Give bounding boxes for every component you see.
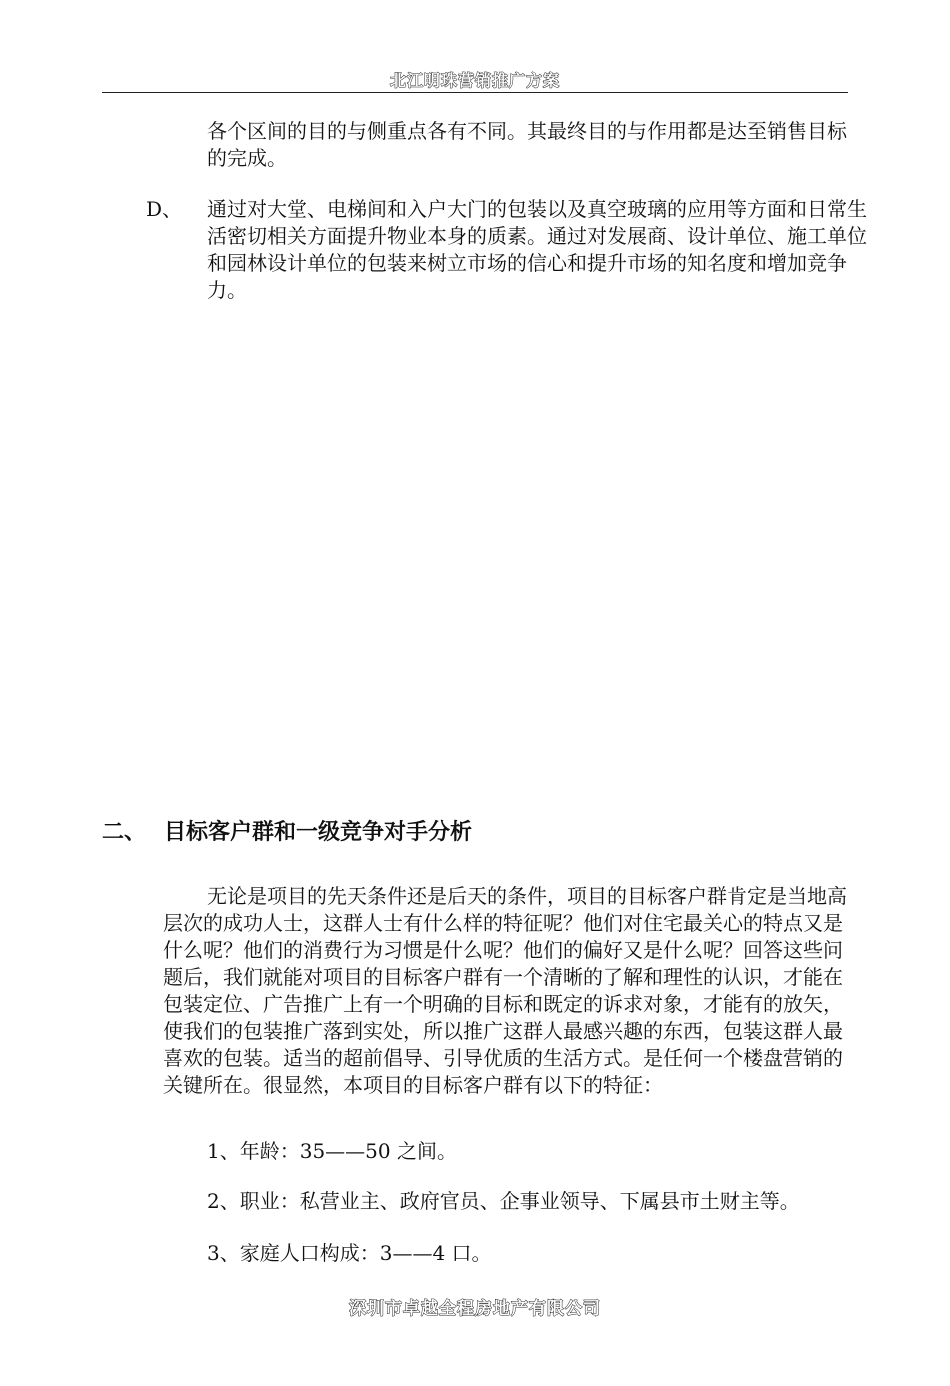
- item-d-paragraph: 通过对大堂、电梯间和入户大门的包装以及真空玻璃的应用等方面和日常生活密切相关方面提升物业本身的质素。通过对发展商、设计单位、施工单位和园林设计单位的包装来树立市场的信心和提升市场的知名度和增加竞争力。: [207, 197, 867, 302]
- item-d-marker: D、: [146, 197, 183, 221]
- feature-item-household: 3、家庭人口构成：3——4 口。: [207, 1241, 492, 1265]
- header-title: 北江明珠营销推广方案: [389, 71, 560, 90]
- section-heading: [102, 818, 472, 848]
- section-body-paragraph: 无论是项目的先天条件还是后天的条件，项目的目标客户群肯定是当地高层次的成功人士，这群人士有什么样的特征呢？他们对住宅最关心的特点又是什么呢？他们的消费行为习惯是什么呢？他们的偏好又是什么呢？回答这些问题后，我们就能对项目的目标客户群有一个清晰的了解和理性的认识，才能在包装定位、广告推广上有一个明确的目标和既定的诉求对象，才能有的放矢，使我们的包装推广落到实处，所以推广这群人最感兴趣的东西，包装这群人最喜欢的包装。适当的超前倡导、引导优质的生活方式。是任何一个楼盘营销的关键所在。很显然，本项目的目标客户群有以下的特征：: [163, 884, 847, 1097]
- section-number: 二、: [102, 820, 147, 845]
- page-header: [102, 64, 848, 93]
- intro-continuation-paragraph: 各个区间的目的与侧重点各有不同。其最终目的与作用都是达至销售目标的完成。: [207, 119, 847, 170]
- page-footer: 深圳市卓越全程房地产有限公司: [349, 1299, 601, 1319]
- section-title: 目标客户群和一级竞争对手分析: [164, 820, 473, 845]
- feature-item-age: 1、年龄：35——50 之间。: [207, 1139, 457, 1163]
- feature-item-occupation: 2、职业：私营业主、政府官员、企事业领导、下属县市土财主等。: [207, 1189, 800, 1213]
